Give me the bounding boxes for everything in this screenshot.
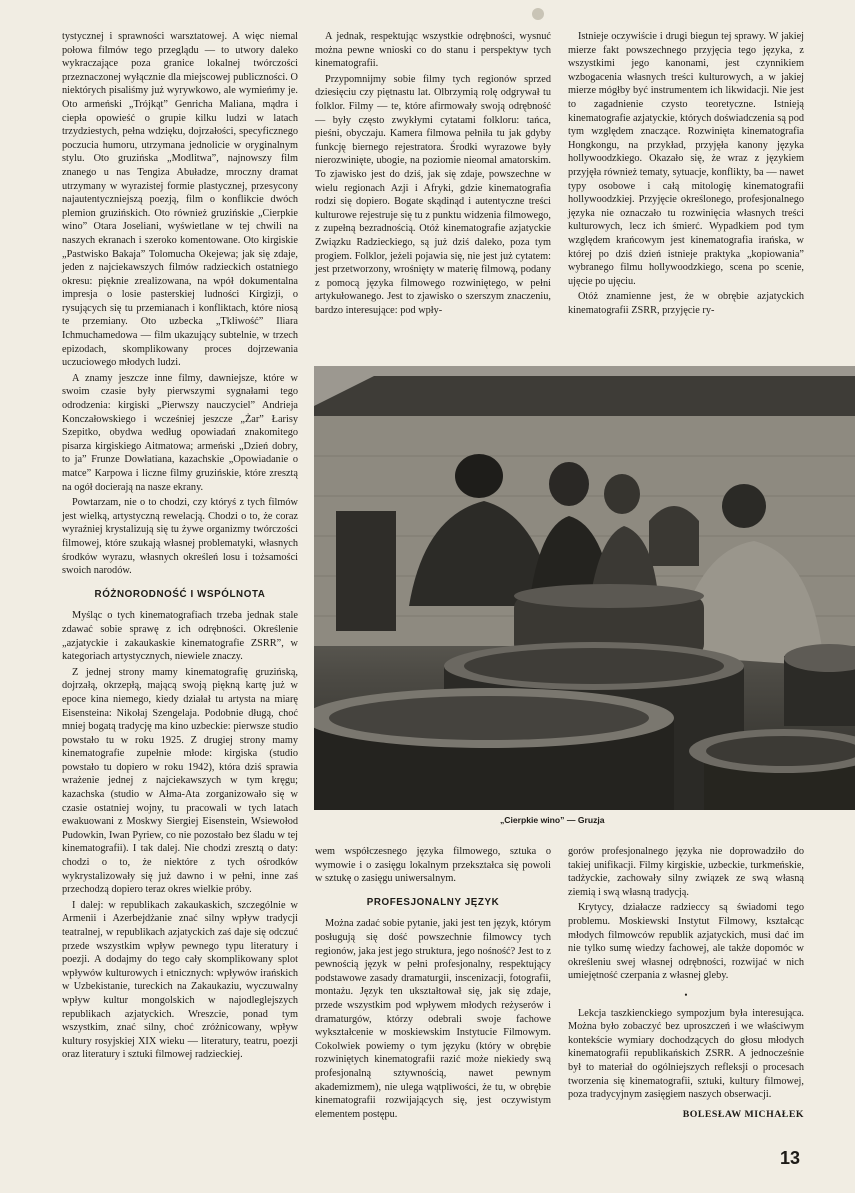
paragraph: A znamy jeszcze inne filmy, dawniejsze, które w swoim czasie były pierwszymi sygnałami tego odrodzenia: kirgiski „Pierwszy nauczyciel” Andrieja Konczałowskiego i wcześniej jeszcze „Żar” Łarisy Szepitko, obydwa według opowiadań znakomitego pisarza kirgiskiego Aitmatowa; armeński „Dzień dobry, to ja” Frunze Dowłatiana, kazachskie „Opowiadanie o matce” Karpowa i liczne filmy gruzińskie, które zresztą na ogół docierają na nasze ekrany. <box>62 372 298 493</box>
paragraph: A jednak, respektując wszystkie odrębności, wysnuć można pewne wnioski co do stanu i perspektyw tych kinematografii. <box>315 31 551 70</box>
film-still-photo <box>314 366 855 810</box>
paragraph: Powtarzam, nie o to chodzi, czy któryś z tych filmów jest wielką, artystyczną rewelacją. Chodzi o to, że coraz wyraźniej krystalizują się tu żywe organizmy twórczości filmowej, które szukają własnej problematyki, własnych środków wyrazu, własnych określeń losu i tożsamości swoich narodów. <box>62 497 298 577</box>
paragraph: Myśląc o tych kinematografiach trzeba jednak stale zdawać sobie sprawę z ich odrębności. Określenie „azjatyckie i zakaukaskie kinematografie ZSRR”, w kategoriach artystycznych, niewiele znaczy. <box>62 610 298 663</box>
column-right-bottom <box>568 845 804 1121</box>
column-middle <box>315 30 551 317</box>
paragraph: gorów profesjonalnego języka nie doprowadziło do takiej unifikacji. Filmy kirgiskie, uzbeckie, turkmeńskie, tadżyckie, zachowały silny związek ze swą własną ziemią i swą własną tradycją. <box>568 846 804 898</box>
column-right <box>568 30 804 317</box>
author-signature: BOLESŁAW MICHAŁEK <box>682 1108 804 1120</box>
paragraph: Otóż znamienne jest, że w obrębie azjatyckich kinematografii ZSRR, przyjęcie ry- <box>568 291 804 316</box>
section-heading: RÓŻNORODNOŚĆ I WSPÓLNOTA <box>94 588 266 600</box>
paragraph: Przypomnijmy sobie filmy tych regionów sprzed dziesięciu czy piętnastu lat. Olbrzymią rolę odgrywał tu folklor. Filmy — te, które afirmowały swoją odrębność — były często zwykłymi cytatami folkloru: tańca, pieśni, obyczaju. Kamera filmowa pełniła tu jak gdyby funkcję biernego rejestratora. Środki wyrazowe były nierozwinięte, ubogie, na poziomie nieomal amatorskim. To zjawisko jest do dziś, jak się zdaje, powszechne w wielu regionach Azji i Afryki, gdzie kinematografia rodzi się dopiero. Bogate skądinąd i autentyczne treści kulturowe rejestruje się tu z punktu widzenia filmowego, z zupełną bezradnością. Otóż kinematografie azjatyckie Związku Radzieckiego, są już dziś daleko, poza tym progiem. Folklor, jeżeli pojawia się, nie jest już cytatem: jest przetworzony, wrośnięty w materię filmową, podany z pomocą języka filmowego rozwiniętego, w pełni artykułowanego. Jest to zjawisko o szerszym znaczeniu, bardzo interesujące: pod wpły- <box>315 73 551 316</box>
column-left <box>62 30 298 1062</box>
section-separator: • <box>684 989 688 1000</box>
paragraph: Można zadać sobie pytanie, jaki jest ten język, którym posługują się dość powszechnie filmowcy tych regionów, jaka jest jego struktura, jego nośność? Jest to z pewnością język w pełni profesjonalny, respektujący podstawowe zasady dramaturgii, inscenizacji, fotografii, montażu. Język ten ukształtował się, jak się zdaje, przede wszystkim pod wpływem młodych reżyserów i dramaturgów, którzy odebrali swoje fachowe wykształcenie w moskiewskim Instytucie Filmowym. Cokolwiek powiemy o tym języku (który w obrębie rozwiniętych kinematografii razić może niekiedy swą profesjonalną sztywnością, nawet pewnym akademizmem), nie ulega wątpliwości, że tu, w obrębie kinematografii rozwijających się, jest oczywistym elementem postępu. <box>315 918 551 1120</box>
section-heading: PROFESJONALNY JĘZYK <box>366 896 500 908</box>
column-middle-bottom <box>315 845 551 1121</box>
paragraph: Istnieje oczywiście i drugi biegun tej sprawy. W jakiej mierze fakt powszechnego przyjęcia tego języka, z wszystkimi jego kanonami, jest czynnikiem wzbogacenia własnych treści kulturowych, a w jakiej mierze mógłby być instrumentem ich likwidacji. Nie jest to zagadnienie czysto teoretyczne. Istnieją kinematografie azjatyckie, których doświadczenia są pod tym względem znaczące. Rozwinięta kinematografia Hongkongu, na przykład, przyjęła kanony języka hollywoodzkiego. Okazało się, że wraz z językiem przyjęła również tematy, sytuacje, konflikty, ba — nawet typy osobowe i całą mitologię kinematografii hollywoodzkiej. Przyjęcie określonego, profesjonalnego języka nie oznaczało tu rozwinięcia własnych treści kulturowych, lecz ich śmierć. Wypadkiem pod tym względem krańcowym jest kinematografia irańska, w której po dziś dzień istnieje praktyka „kopiowania” wybranego filmu hollywoodzkiego, scena po scenie, ujęcie po ujęciu. <box>568 31 804 287</box>
paragraph: tystycznej i sprawności warsztatowej. A więc niemal połowa filmów tego przeglądu — to utwory daleko wykraczające poza granice lokalnej twórczości przeznaczonej wyłącznie dla miejscowej publiczności. O niektórych pisaliśmy już wyrywkowo, ale wymieńmy je. Oto armeński „Trójkąt” Genricha Maliana, mądra i ciepła opowieść o grupie kilku ludzi w latach trzydziestych, pełna wdzięku, dojrzałości, specyficznego poczucia humoru, utrzymana jednolicie w oryginalnym stylu. Oto gruzińska „Modlitwa”, najnowszy film znanego u nas Tengiza Abuładze, mroczny dramat utrzymany w wyrazistej formie plastycznej, przesycony najautentyczniejszą poezją, film o konflikcie dwóch plemion gruzińskich. Oto również gruzińskie „Cierpkie wino” Otara Joseliani, wyświetlane w tej chwili na naszych ekranach i szeroko komentowane. Oto kirgiskie „Pastwisko Bakaja” Tolomucha Okejewa; jak się zdaje, jeden z najciekawszych filmów radzieckich ostatniego okresu: pięknie zrealizowana, na wpół dokumentalna impresja o losie pasterskiej ludności Kirgizji, o rysujących się tu przemianach i konfliktach, które niosą te przemiany. Oto uzbecka „Tkliwość” Iliara Ichmuchamedowa — film ukazujący subtelnie, w trzech epizodach, skomplikowany proces dojrzewania uczuciowego młodych ludzi. <box>62 31 298 369</box>
page-number: 13 <box>780 1148 801 1168</box>
photo-caption: „Cierpkie wino” — Gruzja <box>500 815 605 825</box>
paragraph: Z jednej strony mamy kinematografię gruzińską, dojrzałą, okrzepłą, mającą swoją piękną kartę już w epoce kina niemego, kiedy działał tu artysta na miarę Eisensteina: Nikołaj Szengelaja. Podobnie długą, choć mniej bogatą tradycję ma kino uzbeckie: pierwsze studio powstało tu w roku 1925. Z drugiej strony mamy kinematografie zupełnie młode: kirgiska (studio powstało tu dopiero w roku 1942), która dziś sprawia wrażenie jednej z najciekawszych w tym kręgu; kazachska (studio w Ałma-Ata zorganizowało się w czasie ostatniej wojny, tu pracowali w tych latach ewakuowani z Moskwy Siergiej Eisenstein, Wsiewołod Pudowkin, Iwan Pyriew, co nie pozostało bez śladu w tej kinematografii). I tak dalej. Nie chodzi zresztą o daty: chodzi o to, że niektóre z tych ośrodków wykrystalizowały się już dawno i w pełni, inne zaś przechodzą dopiero teraz okres wielkie próby. <box>62 666 298 896</box>
paragraph: Lekcja taszkienckiego sympozjum była interesująca. Można było zobaczyć bez uproszczeń i we właściwym kontekście wymiary dochodzących do głosu młodych kinematografii republikańskich ZSRR. A jednocześnie był to materiał do ogólniejszych refleksji o procesach tworzenia się kinematografii, sztuki, kultury filmowej, poza tradycyjnym zasięgiem naszych obserwacji. <box>568 1007 804 1101</box>
page-ornament <box>532 8 544 20</box>
paragraph: I dalej: w republikach zakaukaskich, szczególnie w Armenii i Azerbejdżanie znać silny wpływ tradycji teatralnej, w republikach azjatyckich zaś daje się odczuć przede wszystkim wpływ pewnego typu literatury i poezji. A dodajmy do tego cały skomplikowany splot wpływów kulturowych i etnicznych: wpływów irańskich w Uzbekistanie, tureckich na Zakaukaziu, wyczuwalny wpływ kultur mongolskich w najodleglejszych republikach azjatyckich. Wreszcie, ponad tym wszystkim, znać silny, choć zróżnicowany, wpływ kultury rosyjskiej XIX wieku — literatury, teatru, poezji oraz literatury i sztuki filmowej radzieckiej. <box>62 899 298 1061</box>
paragraph: Krytycy, działacze radzieccy są świadomi tego problemu. Moskiewski Instytut Filmowy, kształcąc młodych filmowców republik azjatyckich, musi dać im nie tylko sumę wiedzy fachowej, ale także dopomóc w określeniu swej własnej odrębności, rozwijać w nich umiejętność czerpania z własnej gleby. <box>568 902 804 982</box>
photo-illustration <box>314 366 855 810</box>
paragraph: wem współczesnego języka filmowego, sztuka o wymowie i o zasięgu lokalnym przekształca się powoli w sztukę o zasięgu uniwersalnym. <box>315 846 551 885</box>
